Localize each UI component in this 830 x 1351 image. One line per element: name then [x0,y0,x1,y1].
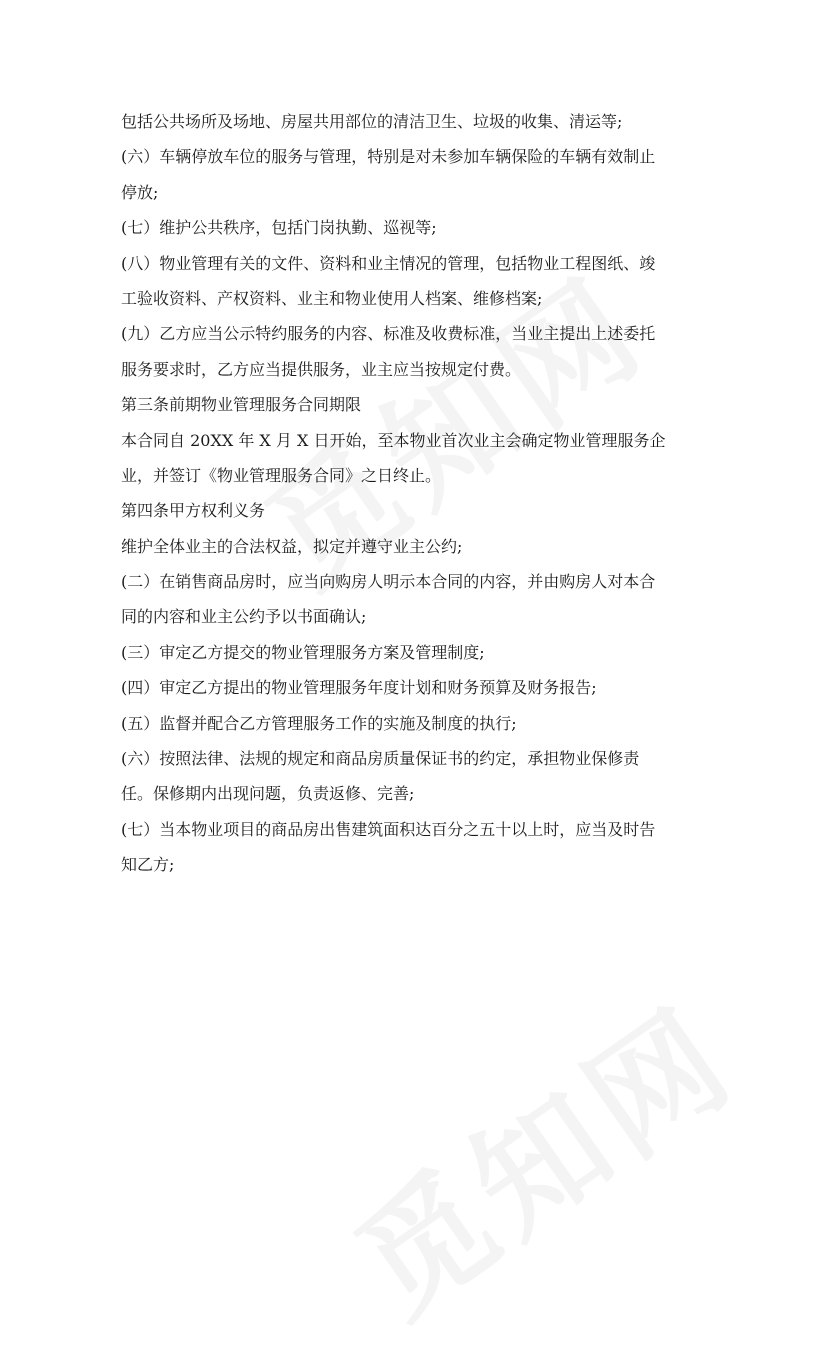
text-line: 维护全体业主的合法权益，拟定并遵守业主公约; [121,536,463,556]
text-line: 本合同自 20XX 年 X 月 X 日开始，至本物业首次业主会确定物业管理服务企 [121,430,666,450]
text-line: 工验收资料、产权资料、业主和物业使用人档案、维修档案; [121,288,543,308]
document-body [121,104,711,883]
text-line: (三）审定乙方提交的物业管理服务方案及管理制度; [121,642,485,662]
text-line: (六）车辆停放车位的服务与管理，特别是对未参加车辆保险的车辆有效制止 [121,147,656,167]
text-line: 包括公共场所及场地、房屋共用部位的清洁卫生、垃圾的收集、清运等; [121,112,623,131]
text-line: 服务要求时，乙方应当提供服务，业主应当按规定付费。 [121,359,522,379]
text-line: 知乙方; [121,855,175,875]
text-line: (七）维护公共秩序，包括门岗执勤、巡视等; [121,218,437,238]
text-line: (五）监督并配合乙方管理服务工作的实施及制度的执行; [121,713,517,733]
text-line: (九）乙方应当公示特约服务的内容、标准及收费标准，当业主提出上述委托 [121,324,656,344]
text-line: (七）当本物业项目的商品房出售建筑面积达百分之五十以上时，应当及时告 [121,819,656,839]
text-line: 任。保修期内出现问题，负责返修、完善; [121,784,415,804]
text-line: 停放; [121,182,159,202]
text-line: (四）审定乙方提出的物业管理服务年度计划和财务预算及财务报告; [121,678,597,698]
section-heading: 第四条甲方权利义务 [121,501,266,521]
text-line: (二）在销售商品房时，应当向购房人明示本合同的内容，并由购房人对本合 [121,572,656,592]
text-line: (六）按照法律、法规的规定和商品房质量保证书的约定，承担物业保修责 [121,749,640,769]
text-line: (八）物业管理有关的文件、资料和业主情况的管理，包括物业工程图纸、竣 [121,253,656,273]
text-line: 业，并签订《物业管理服务合同》之日终止。 [121,465,442,485]
section-heading: 第三条前期物业管理服务合同期限 [121,395,362,415]
watermark-bottom [314,956,765,1350]
text-line: 同的内容和业主公约予以书面确认; [121,607,367,627]
